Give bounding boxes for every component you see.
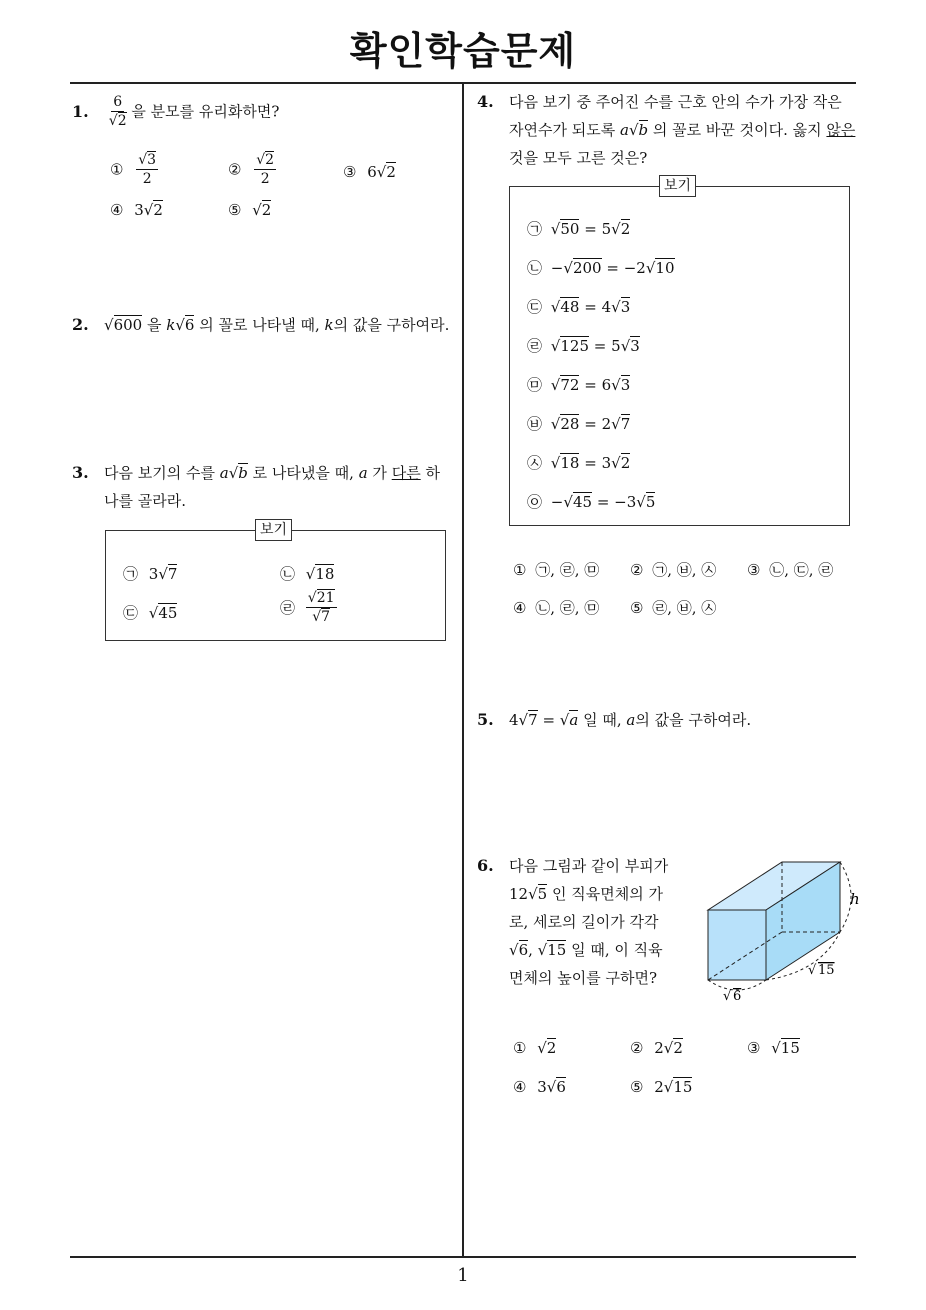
q4-item: ㉧ −√45 = −3√5 <box>527 493 656 511</box>
q3-item-4: ㉣ $\frac{√21}{√7}$ <box>280 590 335 625</box>
q1-option-5[interactable]: ⑤ √2 <box>228 201 272 219</box>
q4-option-1[interactable]: ① ㉠, ㉣, ㉤ <box>513 561 600 579</box>
q1-option-2[interactable]: ② $\frac{√2}{2}$ <box>228 152 275 187</box>
height-label: h <box>850 890 860 908</box>
question-number: 3. <box>72 463 89 482</box>
question-3: 3. 다음 보기의 수를 a√b 로 나타냈을 때, a 가 다른 하 나를 골라라. <box>72 459 457 515</box>
width-label: 6 <box>733 989 742 1004</box>
q4-option-2[interactable]: ② ㉠, ㉥, ㉦ <box>630 561 717 579</box>
q3-item-3: ㉢ √45 <box>123 604 178 622</box>
depth-label-radical: √ <box>808 963 817 978</box>
q4-option-3[interactable]: ③ ㉡, ㉢, ㉣ <box>747 561 834 579</box>
q6-option-3[interactable]: ③ √15 <box>747 1039 800 1057</box>
bottom-rule <box>70 1256 856 1258</box>
q1-option-4[interactable]: ④ 3√2 <box>110 201 163 219</box>
question-number: 4. <box>477 92 494 111</box>
cuboid-figure <box>700 852 870 1007</box>
page-title: 확인학습문제 <box>349 29 577 73</box>
cuboid-front-face <box>708 910 766 980</box>
depth-label: 15 <box>818 963 835 978</box>
q1-option-3[interactable]: ③ 6√2 <box>343 163 396 181</box>
question-1 <box>72 94 279 129</box>
question-number: 5. <box>477 710 494 729</box>
question-number: 2. <box>72 315 89 334</box>
q4-item: ㉢ √48 = 4√3 <box>527 298 631 316</box>
q3-example-label: 보기 <box>255 519 292 541</box>
question-text: 을 분모를 유리화하면? <box>131 102 280 121</box>
q6-option-1[interactable]: ① √2 <box>513 1039 557 1057</box>
fraction: $\frac{6}{√2}$ <box>108 94 127 129</box>
q3-item-1: ㉠ 3√7 <box>123 565 178 583</box>
q6-option-5[interactable]: ⑤ 2√15 <box>630 1078 693 1096</box>
q1-option-1[interactable]: ① $\frac{√3}{2}$ <box>110 152 157 187</box>
page-number: 1 <box>457 1265 469 1286</box>
q4-item: ㉣ √125 = 5√3 <box>527 337 640 355</box>
question-6: 6. 다음 그림과 같이 부피가 12√5 인 직육면체의 가 로, 세로의 길이가 각각 √6, √15 일 때, 이 직육 면체의 높이를 구하면? <box>477 852 707 992</box>
q6-option-4[interactable]: ④ 3√6 <box>513 1078 566 1096</box>
q4-option-4[interactable]: ④ ㉡, ㉣, ㉤ <box>513 599 600 617</box>
question-number: 1. <box>72 102 89 121</box>
question-number: 6. <box>477 856 494 875</box>
q4-item: ㉤ √72 = 6√3 <box>527 376 631 394</box>
q4-item: ㉠ √50 = 5√2 <box>527 220 631 238</box>
question-2: 2. √600 을 k√6 의 꼴로 나타낼 때, k의 값을 구하여라. <box>72 311 449 339</box>
question-5: 5. 4√7 = √a 일 때, a의 값을 구하여라. <box>477 706 751 734</box>
q4-item: ㉥ √28 = 2√7 <box>527 415 631 433</box>
question-4: 4. 다음 보기 중 주어진 수를 근호 안의 수가 가장 작은 자연수가 되도록 a√b 의 꼴로 바꾼 것이다. 옳지 않은 것을 모두 고른 것은? <box>477 88 862 172</box>
width-label-radical: √ <box>723 989 732 1004</box>
q4-option-5[interactable]: ⑤ ㉣, ㉥, ㉦ <box>630 599 717 617</box>
q4-item: ㉦ √18 = 3√2 <box>527 454 631 472</box>
column-divider <box>462 82 464 1257</box>
q6-option-2[interactable]: ② 2√2 <box>630 1039 683 1057</box>
q3-item-2: ㉡ √18 <box>280 565 335 583</box>
q4-item: ㉡ −√200 = −2√10 <box>527 259 675 277</box>
q3-example-box <box>105 530 446 641</box>
q4-example-label: 보기 <box>659 175 696 197</box>
